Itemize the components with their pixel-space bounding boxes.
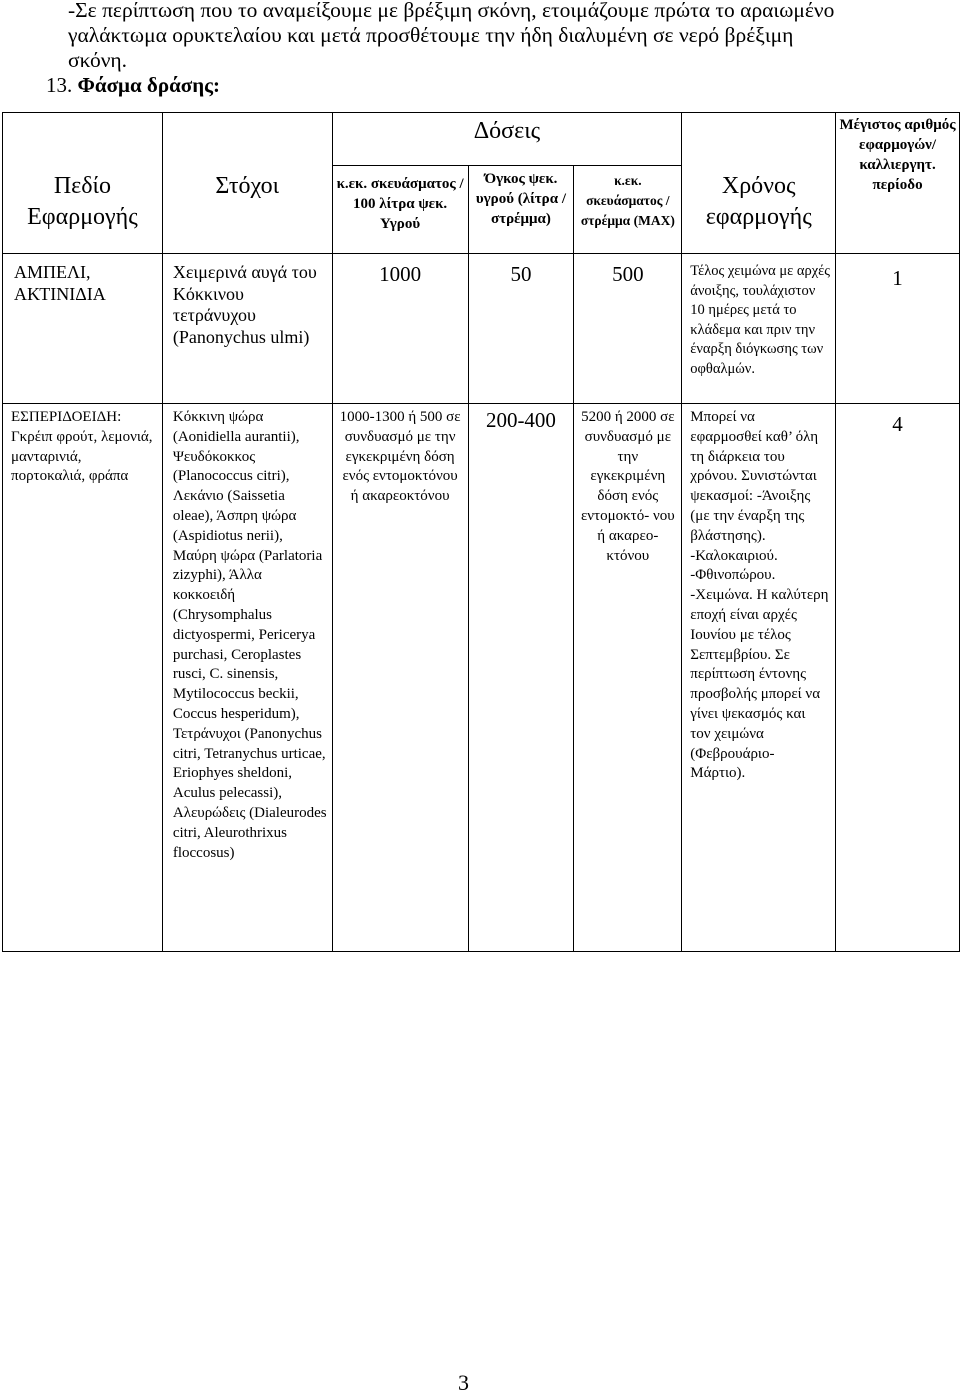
header-max-apps: Μέγιστος αριθμός εφαρμογών/ καλλιεργητ. περίοδο: [836, 113, 960, 254]
row-1-targets: Χειμερινά αυγά του Κόκκινου τετράνυχου (Panonychus ulmi): [162, 254, 332, 404]
row-1-dose-per-100: 1000: [332, 254, 468, 404]
section-title: Φάσμα δράσης:: [77, 73, 220, 97]
intro-paragraph: [68, 0, 928, 73]
row-1-spray-volume: 50: [468, 254, 574, 404]
header-spray-volume: Όγκος ψεκ. υγρού (λίτρα / στρέμμα): [468, 166, 574, 254]
row-2-field: ΕΣΠΕΡΙΔΟΕΙΔΗ: Γκρέιπ φρούτ, λεμονιά, μανταρινιά, πορτοκαλιά, φράπα: [3, 404, 163, 952]
row-2-dose-per-stremma: 5200 ή 2000 σε συνδυασμό με την εγκεκριμένη δόση ενός εντομοκτό- νου ή ακαρεο- κτόνου: [574, 404, 682, 952]
intro-line-2: γαλάκτωμα ορυκτελαίου και μετά προσθέτουμε την ήδη διαλυμένη σε νερό βρέξιμη: [68, 23, 794, 47]
row-2-targets: Κόκκινη ψώρα (Aonidiella aurantii), Ψευδόκοκκος (Planococcus citri), Λεκάνιο (Saissetia oleae), Άσπρη ψώρα (Aspidiotus nerii), Μαύρη ψώρα (Parlatoria zizyphi), Άλλα κοκκοειδή (Chrysomphalus dictyospermi, Pericerya purchasi, Ceroplastes rusci, C. sinensis, Mytilococcus beckii, Coccus hesperidum), Τετράνυχοι (Panonychus citri, Tetranychus urticae, Eriophyes sheldoni, Aculus pelecassi), Αλευρώδεις (Dialeurodes citri, Aleurothrixus floccosus): [162, 404, 332, 952]
section-heading: [46, 73, 220, 98]
intro-line-3: σκόνη.: [68, 48, 128, 72]
row-2-spray-volume: 200-400: [468, 404, 574, 952]
row-1-timing: Τέλος χειμώνα με αρχές άνοιξης, τουλάχιστον 10 ημέρες μετά το κλάδεμα και πριν την έναρξη διόγκωσης των οφθαλμών.: [682, 254, 836, 404]
intro-line-1: -Σε περίπτωση που το αναμείξουμε με βρέξιμη σκόνη, ετοιμάζουμε πρώτα το αραιωμένο: [68, 0, 835, 22]
spectrum-table: [2, 112, 960, 952]
row-2-dose-per-100: 1000-1300 ή 500 σε συνδυασμό με την εγκεκριμένη δόση ενός εντομοκτόνου ή ακαρεοκτόνου: [332, 404, 468, 952]
header-doses: Δόσεις: [332, 113, 682, 166]
header-dose-per-100: κ.εκ. σκευάσματος / 100 λίτρα ψεκ. Υγρού: [332, 166, 468, 254]
row-1-max-apps: 1: [836, 254, 960, 404]
section-number: 13.: [46, 73, 73, 97]
header-timing: Χρόνος εφαρμογής: [682, 113, 836, 254]
row-1-dose-per-stremma: 500: [574, 254, 682, 404]
page-number: 3: [458, 1370, 469, 1395]
header-dose-per-stremma: κ.εκ. σκευάσματος / στρέμμα (MAX): [574, 166, 682, 254]
header-targets: Στόχοι: [162, 113, 332, 254]
row-2-timing: Μπορεί να εφαρμοσθεί καθ’ όλη τη διάρκεια του χρόνου. Συνιστώνται ψεκασμοί: -Άνοιξης (με την έναρξη της βλάστησης). -Καλοκαιριού. -Φθινοπώρου. -Χειμώνα. Η καλύτερη εποχή είναι αρχές Ιουνίου με τέλος Σεπτεμβρίου. Σε περίπτωση έντονης προσβολής μπορεί να γίνει ψεκασμός και τον χειμώνα (Φεβρουάριο- Μάρτιο).: [682, 404, 836, 952]
table-row: [3, 254, 960, 404]
table-row: [3, 404, 960, 952]
row-1-field: ΑΜΠΕΛΙ, ΑΚΤΙΝΙΔΙΑ: [3, 254, 163, 404]
header-field: Πεδίο Εφαρμογής: [3, 113, 163, 254]
row-2-max-apps: 4: [836, 404, 960, 952]
